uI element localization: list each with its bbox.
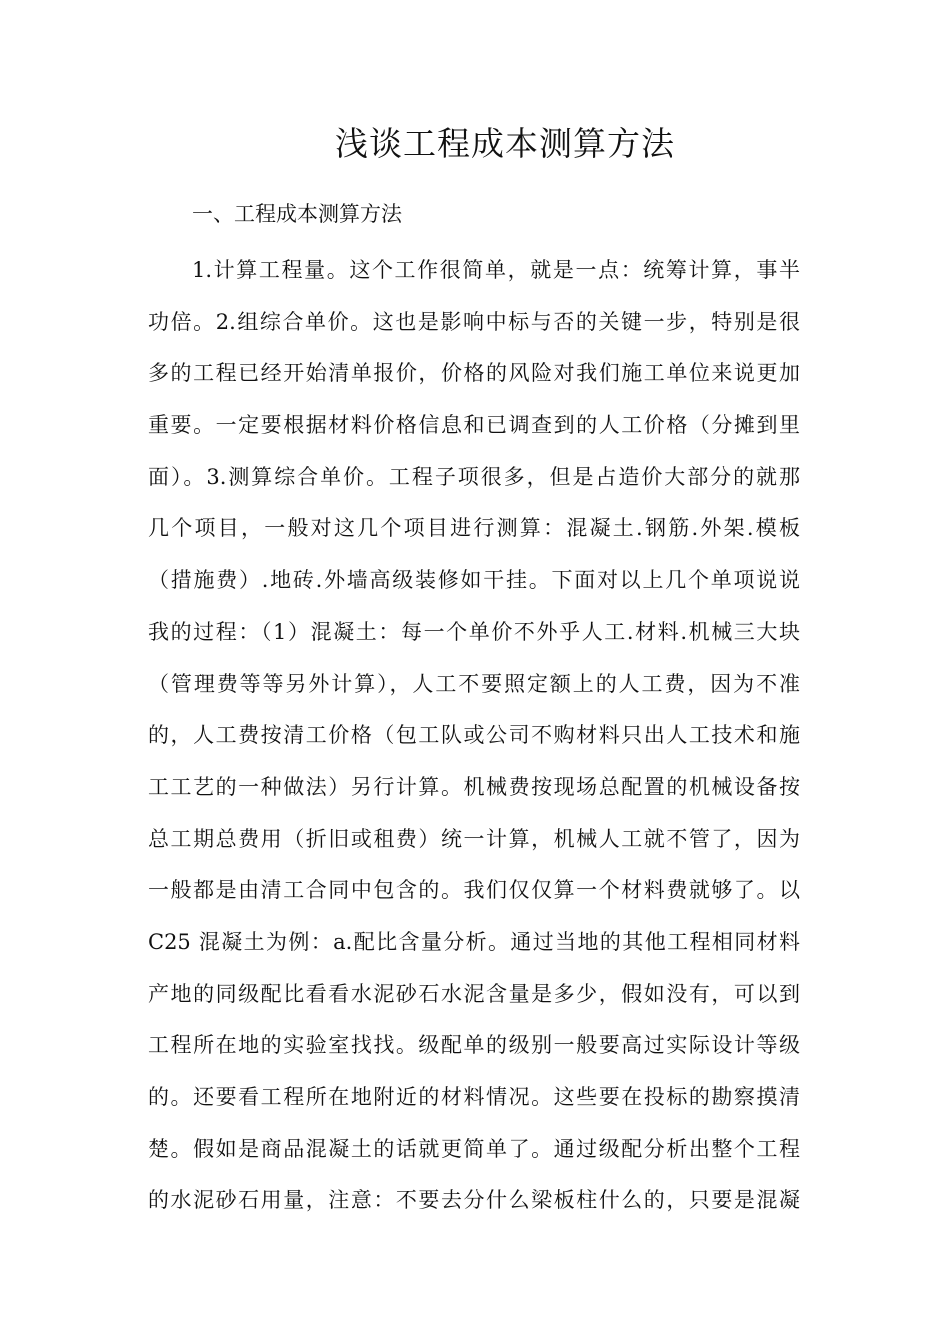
paragraph-line: 功倍。2.组综合单价。这也是影响中标与否的关键一步，特别是很 (148, 309, 800, 334)
paragraph-line: 的水泥砂石用量，注意：不要去分什么梁板柱什么的，只要是混凝 (148, 1188, 800, 1213)
paragraph-line: 重要。一定要根据材料价格信息和已调查到的人工价格（分摊到里 (148, 413, 800, 438)
paragraph-line: 1.计算工程量。这个工作很简单，就是一点：统筹计算，事半 (192, 258, 800, 282)
paragraph-line: 多的工程已经开始清单报价，价格的风险对我们施工单位来说更加 (148, 361, 800, 386)
body-paragraph (148, 245, 800, 1227)
paragraph-line: 工工艺的一种做法）另行计算。机械费按现场总配置的机械设备按 (148, 774, 800, 799)
paragraph-line: （措施费）.地砖.外墙高级装修如干挂。下面对以上几个单项说说 (148, 568, 800, 593)
paragraph-line: 工程所在地的实验室找找。级配单的级别一般要高过实际设计等级 (148, 1033, 800, 1058)
paragraph-line: 产地的同级配比看看水泥砂石水泥含量是多少，假如没有，可以到 (148, 981, 800, 1006)
paragraph-line: （管理费等等另外计算），人工不要照定额上的人工费，因为不准 (148, 671, 800, 696)
paragraph-line: 面）。3.测算综合单价。工程子项很多，但是占造价大部分的就那 (148, 464, 800, 489)
paragraph-line: 的，人工费按清工价格（包工队或公司不购材料只出人工技术和施 (148, 723, 800, 748)
paragraph-line: 楚。假如是商品混凝土的话就更简单了。通过级配分析出整个工程 (148, 1136, 800, 1161)
paragraph-line: 我的过程：（1）混凝土：每一个单价不外乎人工.材料.机械三大块 (148, 619, 800, 644)
paragraph-line: 总工期总费用（折旧或租费）统一计算，机械人工就不管了，因为 (148, 826, 800, 851)
paragraph-line: 的。还要看工程所在地附近的材料情况。这些要在投标的勘察摸清 (148, 1085, 800, 1109)
document-title: 浅谈工程成本测算方法 (335, 124, 675, 163)
paragraph-line: 几个项目，一般对这几个项目进行测算：混凝土.钢筋.外架.模板 (148, 516, 800, 541)
paragraph-line: C25 混凝土为例：a.配比含量分析。通过当地的其他工程相同材料 (148, 929, 800, 954)
paragraph-line: 一般都是由清工合同中包含的。我们仅仅算一个材料费就够了。以 (148, 878, 800, 903)
section-heading: 一、工程成本测算方法 (192, 202, 402, 226)
